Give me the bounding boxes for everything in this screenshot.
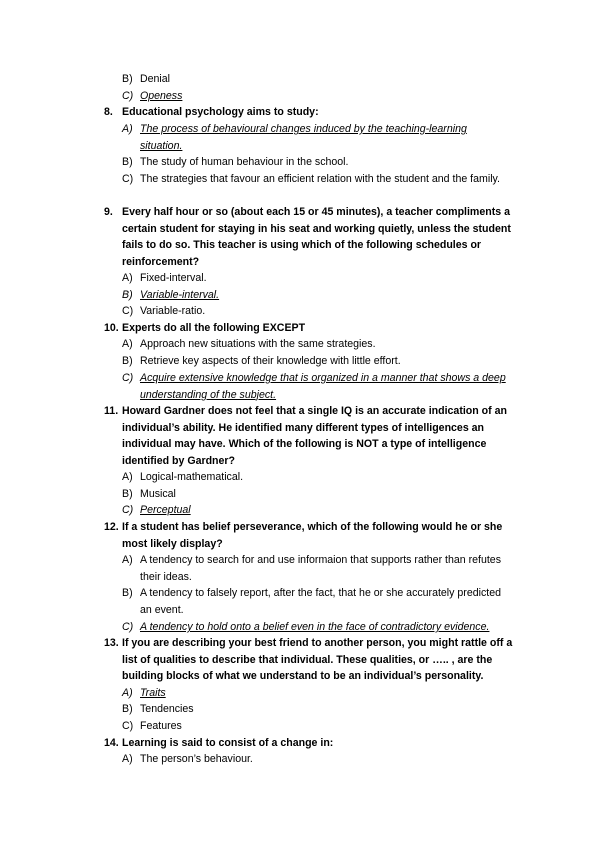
q13-option-b: B) Tendencies [122,703,194,715]
question-9: 9. Every half hour or so (about each 15 or 45 minutes), a teacher compliments a certain student for staying in his seat and working quietly, unless the student fails to do so. This teacher is using which of the following schedules or reinforcement? [104,206,511,268]
q7-option-b: B) Denial [122,73,171,85]
q8-option-a-answer: A) The process of behavioural changes induced by the teaching-learning situation. [122,123,467,152]
question-10: 10. Experts do all the following EXCEPT [104,322,306,334]
q9-option-a: A) Fixed-interval. [122,272,207,284]
q7-option-c-answer: C) Openess [122,90,183,102]
q10-option-a: A) Approach new situations with the same strategies. [122,338,376,350]
q8-option-c: C) The strategies that favour an efficient relation with the student and the family. [122,173,501,185]
q10-option-b: B) Retrieve key aspects of their knowledge with little effort. [122,355,401,367]
q14-option-a: A) The person’s behaviour. [122,753,253,765]
q11-option-c-answer: C) Perceptual [122,504,191,516]
q9-option-c: C) Variable-ratio. [122,305,206,317]
q13-option-a-answer: A) Traits [122,687,166,699]
q13-option-c: C) Features [122,720,182,732]
question-8: 8. Educational psychology aims to study: [104,106,319,118]
q11-option-b: B) Musical [122,488,176,500]
question-12: 12. If a student has belief perseverance, which of the following would he or she most likely display? [104,521,503,550]
q9-option-b-answer: B) Variable-interval. [122,289,220,301]
q12-option-c-answer: C) A tendency to hold onto a belief even in the face of contradictory evidence. [122,621,490,633]
q12-option-a: A) A tendency to search for and use informaion that supports rather than refutes their ideas. [122,554,501,583]
q11-option-a: A) Logical-mathematical. [122,471,244,483]
question-14: 14. Learning is said to consist of a change in: [104,737,334,749]
q8-option-b: B) The study of human behaviour in the school. [122,156,349,168]
question-13: 13. If you are describing your best friend to another person, you might rattle off a list of qualities to describe that individual. These qualities, or ….. , are the building blocks of what we understand to be an individual’s personality. [104,637,513,683]
question-11: 11. Howard Gardner does not feel that a single IQ is an accurate indication of an individual’s ability. He identified many different types of intelligences an individual may have. Which of the following is NOT a type of intelligence identified by Gardner? [104,405,507,467]
q10-option-c-answer: C) Acquire extensive knowledge that is organized in a manner that shows a deep understanding of the subject. [122,372,506,401]
q12-option-b: B) A tendency to falsely report, after the fact, that he or she accurately predicted an event. [122,587,501,616]
